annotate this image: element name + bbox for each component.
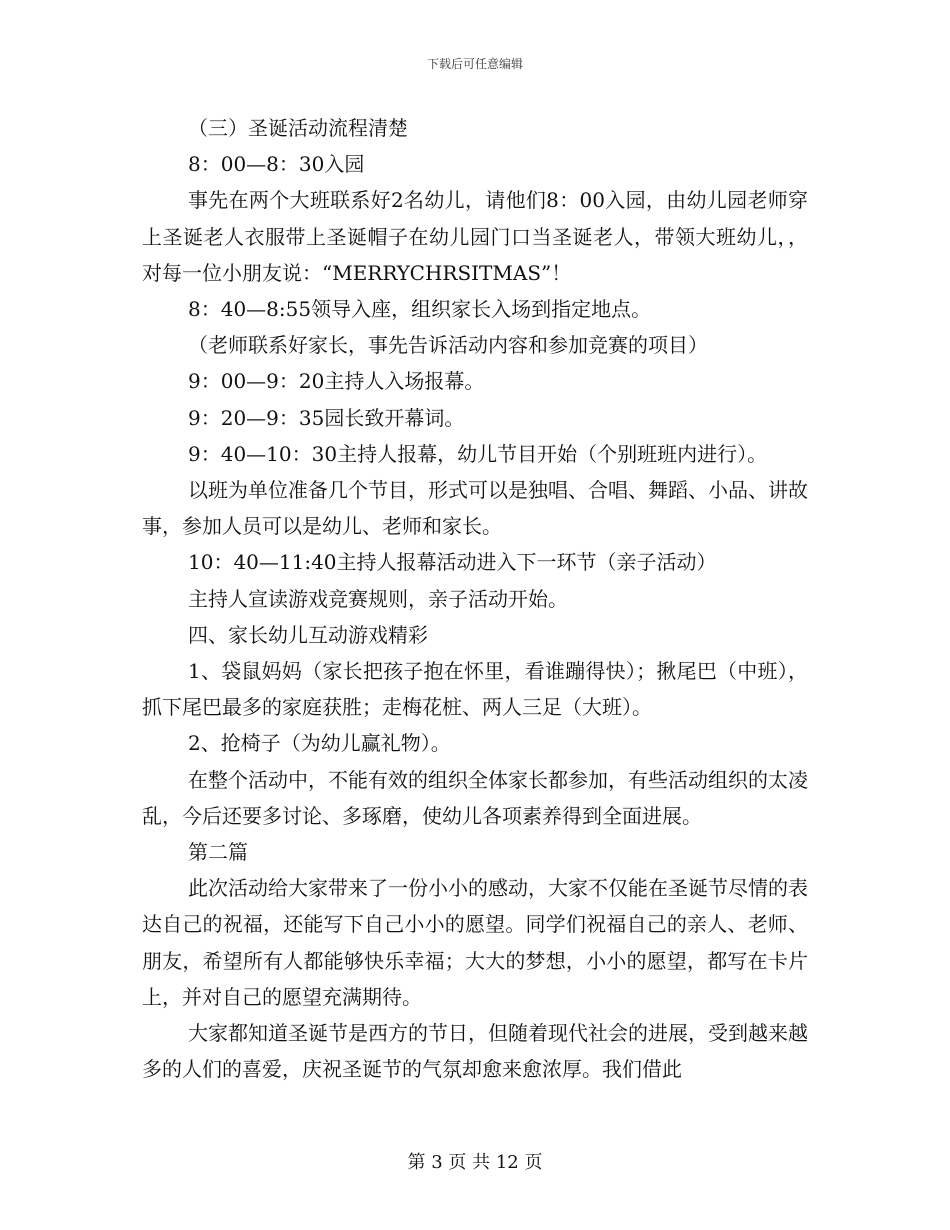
schedule-item: 9：20—9：35园长致开幕词。: [188, 405, 465, 430]
body-paragraph: 此次活动给大家带来了一份小小的感动，大家不仅能在圣诞节尽情的表达自己的祝福，还能写下自己小小的愿望。同学们祝福自己的亲人、老师、朋友，希望所有人都能够快乐幸福；大大的梦想，小小的愿望，都写在卡片上，并对自己的愿望充满期待。: [142, 876, 808, 1009]
section-heading: （三）圣诞活动流程清楚: [188, 116, 408, 140]
list-item: 2、抢椅子（为幼儿赢礼物）。: [188, 731, 451, 756]
body-paragraph: 在整个活动中，不能有效的组织全体家长都参加，有些活动组织的太凌乱，今后还要多讨论、多琢磨，使幼儿各项素养得到全面进展。: [142, 767, 808, 828]
schedule-item: 8：00—8：30入园: [188, 152, 365, 177]
body-paragraph: 大家都知道圣诞节是西方的节日，但随着现代社会的进展，受到越来越多的人们的喜爱，庆祝圣诞节的气氛却愈来愈浓厚。我们借此: [142, 1021, 808, 1082]
schedule-item: 9：00—9：20主持人入场报幕。: [188, 369, 485, 394]
section-heading: 第二篇: [188, 840, 248, 865]
page-header-note: 下载后可任意编辑: [426, 57, 523, 71]
schedule-item: 10：40—11:40主持人报幕活动进入下一环节（亲子活动）: [188, 550, 717, 575]
body-paragraph: 事先在两个大班联系好2名幼儿，请他们8：00入园，由幼儿园老师穿上圣诞老人衣服带上圣诞帽子在幼儿园门口当圣诞老人，带领大班幼儿，，对每一位小朋友说：“MERRYCHRSITMAS”！: [142, 188, 808, 285]
body-paragraph: 以班为单位准备几个节目，形式可以是独唱、合唱、舞蹈、小品、讲故事，参加人员可以是幼儿、老师和家长。: [142, 478, 808, 539]
schedule-item: 8：40—8:55领导入座，组织家长入场到指定地点。: [188, 297, 652, 322]
body-paragraph: （老师联系好家长，事先告诉活动内容和参加竞赛的项目）: [188, 333, 708, 358]
section-heading: 四、家长幼儿互动游戏精彩: [188, 622, 428, 647]
document-body: [142, 110, 808, 1087]
list-item: 1、袋鼠妈妈（家长把孩子抱在怀里，看谁蹦得快）；揪尾巴（中班），抓下尾巴最多的家庭获胜；走梅花桩、两人三足（大班）。: [142, 659, 808, 720]
body-paragraph: 主持人宣读游戏竞赛规则，亲子活动开始。: [188, 586, 568, 611]
page-number: 第 3 页 共 12 页: [407, 1152, 543, 1173]
schedule-item: 9：40—10：30主持人报幕，幼儿节目开始（个别班班内进行）。: [188, 441, 768, 466]
